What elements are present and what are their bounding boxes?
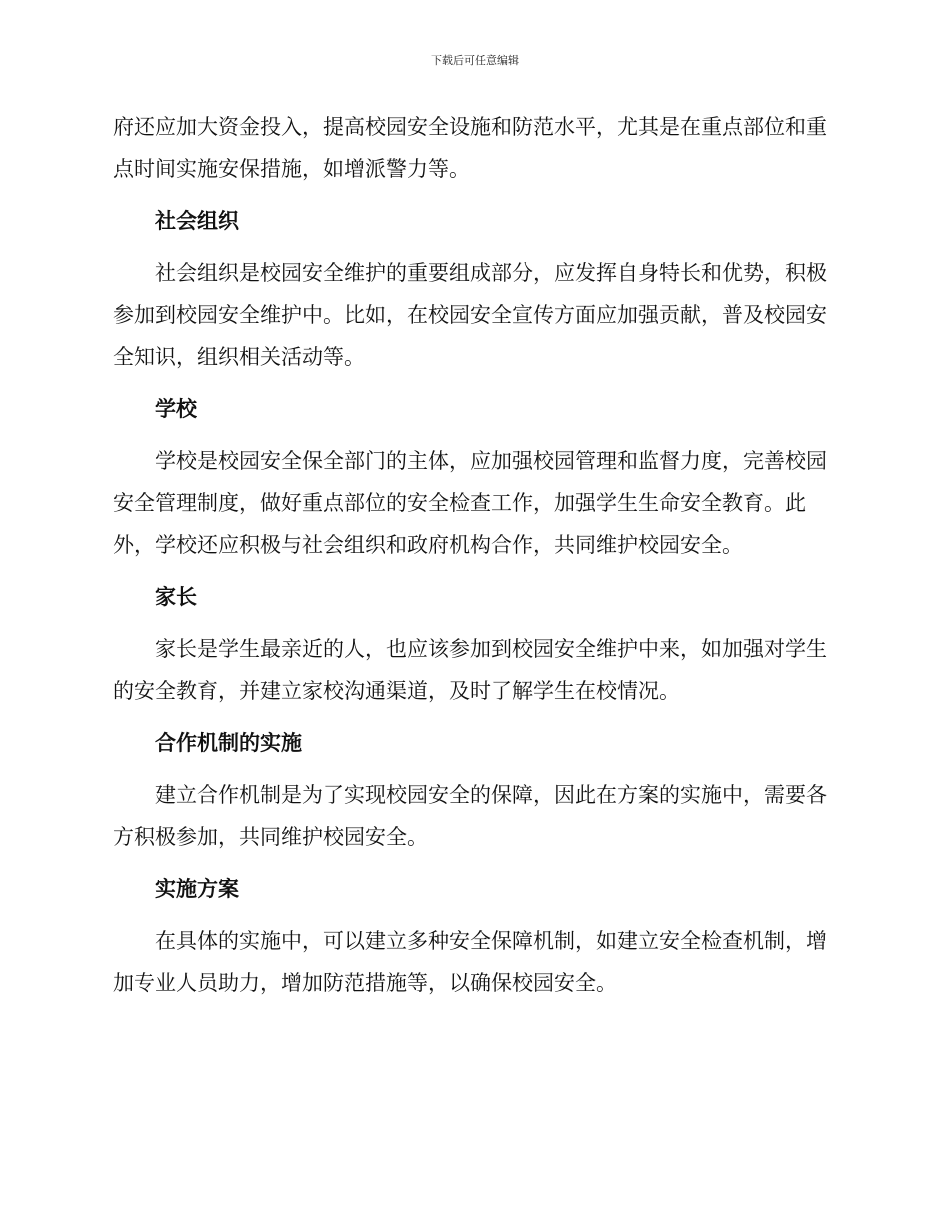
intro-paragraph: 府还应加大资金投入，提高校园安全设施和防范水平，尤其是在重点部位和重点时间实施安保措施，如增派警力等。 xyxy=(113,115,827,181)
social-paragraph: 社会组织是校园安全维护的重要组成部分，应发挥自身特长和优势，积极参加到校园安全维护中。比如，在校园安全宣传方面应加强贡献，普及校园安全知识，组织相关活动等。 xyxy=(113,261,827,369)
school-paragraph: 学校是校园安全保全部门的主体，应加强校园管理和监督力度，完善校园安全管理制度，做好重点部位的安全检查工作，加强学生生命安全教育。此外，学校还应积极与社会组织和政府机构合作，共同维护校园安全。 xyxy=(113,449,827,557)
section-heading-plan: 实施方案 xyxy=(155,877,239,901)
page-header: 下载后可任意编辑 xyxy=(431,54,519,67)
section-heading-parents: 家长 xyxy=(155,585,197,609)
document-body xyxy=(113,106,833,1004)
parents-paragraph: 家长是学生最亲近的人，也应该参加到校园安全维护中来，如加强对学生的安全教育，并建立家校沟通渠道，及时了解学生在校情况。 xyxy=(113,637,827,703)
section-heading-school: 学校 xyxy=(155,397,197,421)
section-heading-social: 社会组织 xyxy=(155,209,239,233)
plan-paragraph: 在具体的实施中，可以建立多种安全保障机制，如建立安全检查机制，增加专业人员助力，增加防范措施等，以确保校园安全。 xyxy=(113,929,827,995)
section-heading-implementation: 合作机制的实施 xyxy=(155,731,302,755)
implementation-paragraph: 建立合作机制是为了实现校园安全的保障，因此在方案的实施中，需要各方积极参加，共同维护校园安全。 xyxy=(113,783,827,849)
